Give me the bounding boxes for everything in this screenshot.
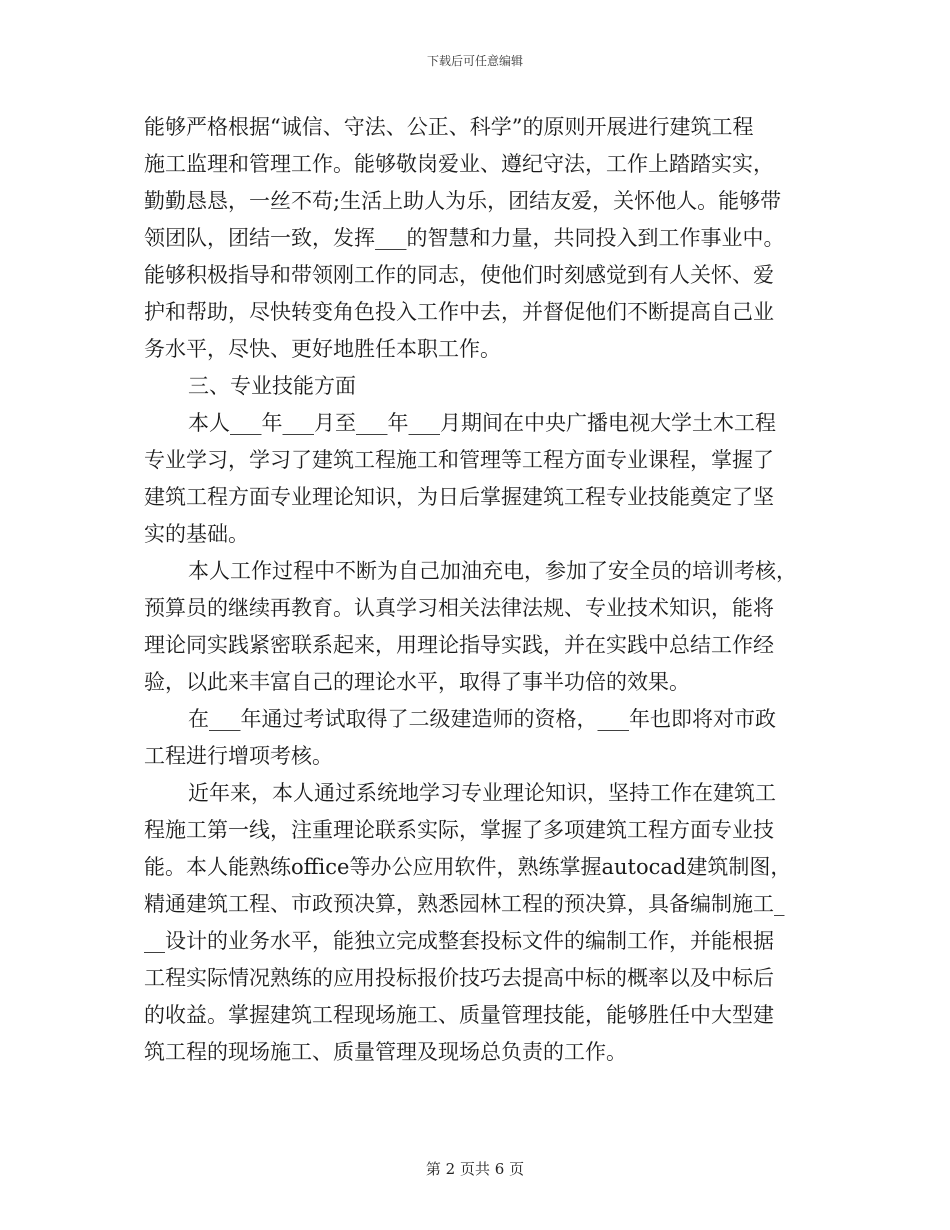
text-line: 实的基础。 bbox=[144, 522, 249, 546]
text-line: 筑工程的现场施工、质量管理及现场总负责的工作。 bbox=[144, 1040, 627, 1064]
text-line: 勤勤恳恳，一丝不苟;生活上助人为乐，团结友爱，关怀他人。能够带 bbox=[144, 189, 782, 213]
text-line: 工程实际情况熟练的应用投标报价技巧去提高中标的概率以及中标后 bbox=[144, 966, 774, 990]
text-line: 程施工第一线，注重理论联系实际，掌握了多项建筑工程方面专业技 bbox=[144, 818, 774, 842]
text-line: 专业学习，学习了建筑工程施工和管理等工程方面专业课程，掌握了 bbox=[144, 448, 774, 472]
section-heading: 三、专业技能方面 bbox=[188, 374, 356, 398]
text-line: 预算员的继续再教育。认真学习相关法律法规、专业技术知识，能将 bbox=[144, 596, 774, 620]
document-body bbox=[144, 109, 809, 1071]
text-line: 务水平，尽快、更好地胜任本职工作。 bbox=[144, 337, 501, 361]
page-header: 下载后可任意编辑 bbox=[426, 54, 523, 68]
text-line: 本人___年___月至___年___月期间在中央广播电视大学土木工程 bbox=[188, 411, 776, 435]
text-line: __设计的业务水平，能独立完成整套投标文件的编制工作，并能根据 bbox=[144, 929, 774, 953]
text-line: 近年来，本人通过系统地学习专业理论知识，坚持工作在建筑工 bbox=[188, 781, 776, 805]
text-line: 工程进行增项考核。 bbox=[144, 744, 333, 768]
text-line: 领团队，团结一致，发挥___的智慧和力量，共同投入到工作事业中。 bbox=[144, 226, 785, 250]
text-line: 能够严格根据“诚信、守法、公正、科学”的原则开展进行建筑工程 bbox=[144, 115, 754, 139]
text-line: 施工监理和管理工作。能够敬岗爱业、遵纪守法，工作上踏踏实实， bbox=[144, 152, 774, 176]
text-line: 理论同实践紧密联系起来，用理论指导实践，并在实践中总结工作经 bbox=[144, 633, 774, 657]
text-line: 建筑工程方面专业理论知识，为日后掌握建筑工程专业技能奠定了坚 bbox=[144, 485, 774, 509]
text-line: 能。本人能熟练office等办公应用软件，熟练掌握autocad建筑制图， bbox=[144, 855, 792, 879]
text-line: 验，以此来丰富自己的理论水平，取得了事半功倍的效果。 bbox=[144, 670, 690, 694]
text-line: 在___年通过考试取得了二级建造师的资格，___年也即将对市政 bbox=[188, 707, 776, 731]
text-line: 精通建筑工程、市政预决算，熟悉园林工程的预决算，具备编制施工_ bbox=[144, 892, 785, 916]
text-line: 能够积极指导和带领刚工作的同志，使他们时刻感觉到有人关怀、爱 bbox=[144, 263, 774, 287]
page-footer: 第 2 页共 6 页 bbox=[425, 1160, 525, 1178]
text-line: 护和帮助，尽快转变角色投入工作中去，并督促他们不断提高自己业 bbox=[144, 300, 774, 324]
text-line: 本人工作过程中不断为自己加油充电，参加了安全员的培训考核， bbox=[188, 559, 797, 583]
text-line: 的收益。掌握建筑工程现场施工、质量管理技能，能够胜任中大型建 bbox=[144, 1003, 774, 1027]
